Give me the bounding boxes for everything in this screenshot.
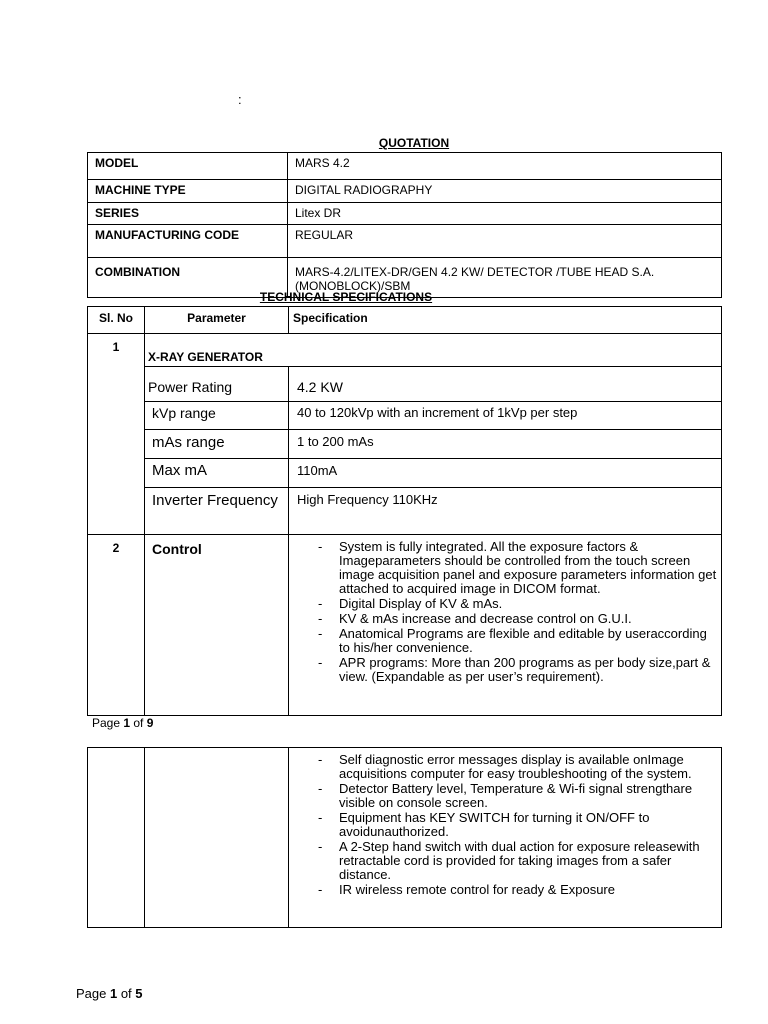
table-row xyxy=(88,203,722,225)
list-item: - System is fully integrated. All the exposure factors & Imageparameters should be controlled from the touch screen image acquisition panel and exposure parameters information get attached to acquired image in DICOM format. xyxy=(339,540,721,596)
spec-cell xyxy=(289,535,722,716)
header-row xyxy=(88,307,722,334)
table-row xyxy=(88,488,722,535)
tech-spec-title: TECHNICAL SPECIFICATIONS xyxy=(259,290,433,304)
list-item: - APR programs: More than 200 programs as per body size,part & view. (Expandable as per user’s requirement). xyxy=(339,656,721,684)
spec-cell: 4.2 KW xyxy=(289,367,722,402)
section-title: Control xyxy=(145,535,289,716)
list-item: - Anatomical Programs are flexible and editable by useraccording to his/her convenience. xyxy=(339,627,721,655)
control-list xyxy=(289,540,721,684)
param-cell: kVp range xyxy=(145,402,289,430)
list-item: - Self diagnostic error messages display is available onImage acquisitions computer for easy troubleshooting of the system. xyxy=(339,753,721,781)
header-sl-no: Sl. No xyxy=(88,307,145,334)
spec-cell: 110mA xyxy=(289,459,722,488)
empty-cell xyxy=(145,748,289,928)
section-title: X-RAY GENERATOR xyxy=(145,334,722,367)
param-cell: Power Rating xyxy=(145,367,289,402)
row-value: DIGITAL RADIOGRAPHY xyxy=(288,180,722,203)
row-value: Litex DR xyxy=(288,203,722,225)
control-list-continued xyxy=(289,753,721,897)
page-footer-outer xyxy=(76,986,143,1001)
param-cell: Inverter Frequency xyxy=(145,488,289,535)
header-colon: : xyxy=(238,92,242,107)
header-specification: Specification xyxy=(289,307,722,334)
row-value: REGULAR xyxy=(288,225,722,258)
row-label: MODEL xyxy=(88,153,288,180)
section-number: 1 xyxy=(88,334,145,535)
header-parameter: Parameter xyxy=(145,307,289,334)
spec-cell: 40 to 120kVp with an increment of 1kVp per step xyxy=(289,402,722,430)
quotation-title: QUOTATION xyxy=(378,136,450,150)
list-item: - KV & mAs increase and decrease control on G.U.I. xyxy=(339,612,721,626)
spec-cell: 1 to 200 mAs xyxy=(289,430,722,459)
table-row xyxy=(88,225,722,258)
list-item: - Detector Battery level, Temperature & Wi-fi signal strengthare visible on console screen. xyxy=(339,782,721,810)
page-prefix: Page xyxy=(76,986,110,1001)
row-label: COMBINATION xyxy=(88,258,288,298)
page-total: 5 xyxy=(135,986,143,1001)
list-item: - Equipment has KEY SWITCH for turning it ON/OFF to avoidunauthorized. xyxy=(339,811,721,839)
quotation-table xyxy=(87,152,722,298)
row-label: MACHINE TYPE xyxy=(88,180,288,203)
page-prefix: Page xyxy=(92,716,124,730)
row-label: MANUFACTURING CODE xyxy=(88,225,288,258)
list-item: - A 2-Step hand switch with dual action for exposure releasewith retractable cord is provided for taking images from a safer distance. xyxy=(339,840,721,882)
param-cell: Max mA xyxy=(145,459,289,488)
row-label: SERIES xyxy=(88,203,288,225)
empty-cell xyxy=(88,748,145,928)
table-row xyxy=(88,367,722,402)
section-row xyxy=(88,535,722,716)
page-total: 9 xyxy=(146,716,154,730)
section-row xyxy=(88,334,722,367)
table-row xyxy=(88,430,722,459)
tech-spec-table xyxy=(87,306,722,716)
list-item: - IR wireless remote control for ready & Exposure xyxy=(339,883,721,897)
row-value: MARS-4.2/LITEX-DR/GEN 4.2 KW/ DETECTOR /TUBE HEAD S.A. (MONOBLOCK)/SBM xyxy=(288,258,722,298)
spec-cell: High Frequency 110KHz xyxy=(289,488,722,535)
page-of: of xyxy=(130,716,147,730)
page-number: 1 xyxy=(123,716,131,730)
page-number: 1 xyxy=(109,986,118,1001)
continuation-table xyxy=(87,747,722,928)
table-row xyxy=(88,180,722,203)
page-of: of xyxy=(117,986,136,1001)
table-row xyxy=(88,402,722,430)
table-row xyxy=(88,748,722,928)
param-cell: mAs range xyxy=(145,430,289,459)
table-row xyxy=(88,153,722,180)
page-footer-inner xyxy=(92,716,153,730)
table-row xyxy=(88,459,722,488)
list-item: - Digital Display of KV & mAs. xyxy=(339,597,721,611)
section-number: 2 xyxy=(88,535,145,716)
spec-cell xyxy=(289,748,722,928)
row-value: MARS 4.2 xyxy=(288,153,722,180)
